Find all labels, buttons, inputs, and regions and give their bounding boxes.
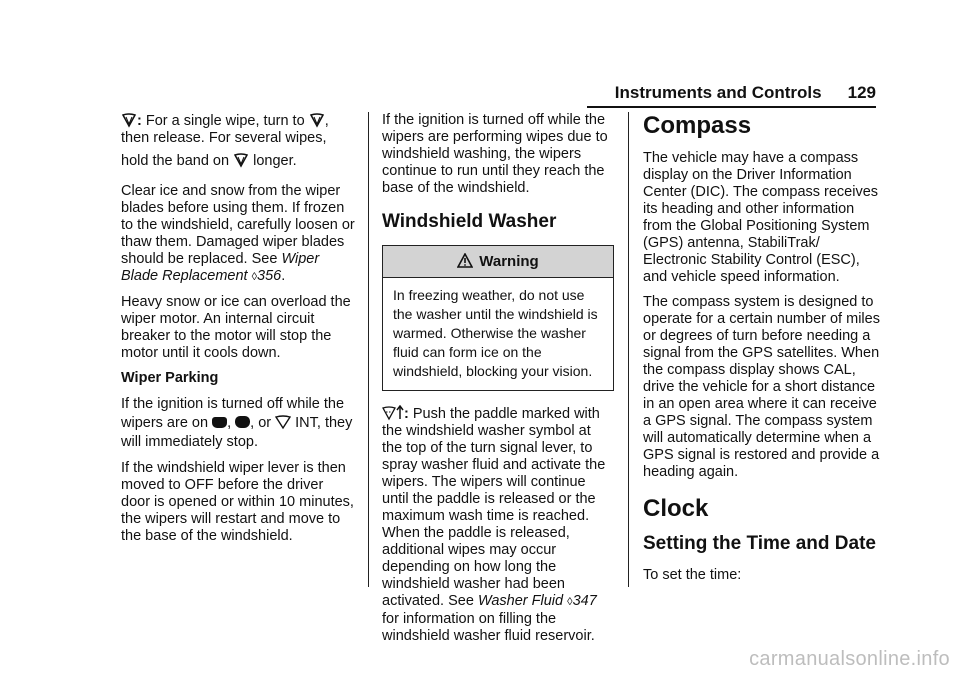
washer-spray-icon (382, 405, 404, 421)
warning-triangle-icon (457, 253, 473, 268)
washer-paragraph: : Push the paddle marked with the windshield washer symbol at the top of the turn signal lever, to spray washer fluid and activate the wipers. The wipers will continue until the paddle is released or the maximum wash time is reached. When the paddle is released, additional wipes may occur depending on how long the windshield washer had been activated. See Washer Fluid ◊347 for information on filling the windshield washer fluid reservoir. (382, 406, 606, 644)
warning-body: In freezing weather, do not use the washer until the windshield is warmed. Otherwise the washer fluid can form ice on the windshield, blocking your vision. (393, 287, 598, 379)
mist-wiper-icon (233, 152, 249, 168)
column-2 (382, 112, 614, 653)
compass-paragraph-1: The vehicle may have a compass display on the Driver Information Center (DIC). The compass receives its heading and other information from the Global Positioning System (GPS) antenna, StabiliTrak/ Electronic Stability Control (ESC), and vehicle speed information. (643, 150, 879, 285)
washer-fluid-link[interactable]: Washer Fluid (477, 593, 564, 609)
mist-wiper-icon (121, 112, 137, 128)
wiper-blade-link[interactable]: Wiper Blade Replacement (121, 251, 320, 284)
wiper-low-icon (212, 417, 227, 428)
wiper-parking-heading: Wiper Parking (121, 370, 219, 386)
set-time-heading: Setting the Time and Date (643, 533, 876, 554)
page-header (615, 84, 876, 101)
warning-box (382, 245, 614, 391)
washing-paragraph: If the ignition is turned off while the wipers are performing wipes due to windshield washing, the wipers continue to run until they reach the base of the windshield. (382, 112, 608, 196)
page-ref-icon: ◊ (567, 596, 573, 608)
column-divider-2 (628, 112, 629, 587)
watermark: carmanualsonline.info (749, 648, 950, 670)
column-divider-1 (368, 112, 369, 587)
windshield-washer-heading: Windshield Washer (382, 211, 557, 232)
set-time-paragraph: To set the time: (643, 567, 742, 583)
page-ref-icon: ◊ (251, 271, 258, 283)
compass-heading: Compass (643, 112, 752, 139)
parking-paragraph: If the ignition is turned off while the wipers are on , , or INT, they will immediately stop. (121, 396, 353, 450)
restart-paragraph: If the windshield wiper lever is then moved to OFF before the driver door is opened or within 10 minutes, the wipers will restart and move to the base of the windshield. (121, 460, 354, 544)
column-1 (121, 112, 355, 553)
mist-paragraph: : For a single wipe, turn to , then release. For several wipes, hold the band on longer. (121, 113, 329, 169)
section-title: Instruments and Controls (614, 83, 822, 102)
warning-header: Warning (383, 246, 613, 278)
wiper-high-icon (235, 416, 250, 428)
page-number: 129 (847, 83, 876, 102)
compass-paragraph-2: The compass system is designed to operate for a certain number of miles or degrees of turn before needing a signal from the GPS satellites. When the compass display shows CAL, drive the vehicle for a short distance in an open area where it can receive a GPS signal. The compass system will automatically determine when a GPS signal is restored and provide a heading again. (643, 294, 880, 480)
overload-paragraph: Heavy snow or ice can overload the wiper motor. An internal circuit breaker to the motor will stop the motor until it cools down. (121, 294, 351, 361)
wiper-int-icon (275, 415, 291, 430)
header-rule (587, 106, 876, 108)
mist-wiper-icon (309, 112, 325, 128)
clock-heading: Clock (643, 495, 709, 522)
column-3 (643, 112, 883, 592)
ice-paragraph: Clear ice and snow from the wiper blades before using them. If frozen to the windshield, carefully loosen or thaw them. Damaged wiper blades should be replaced. See Wiper Blade Replacement ◊356. (121, 183, 355, 284)
